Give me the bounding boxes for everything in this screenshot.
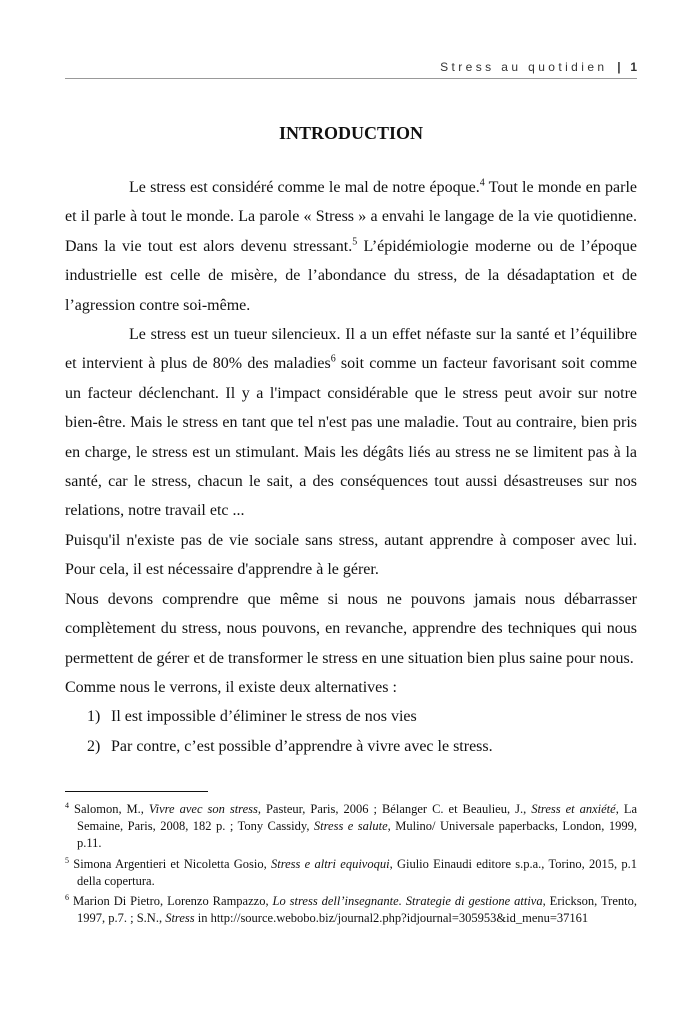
footnote-text: Simona Argentieri et Nicoletta Gosio, bbox=[69, 856, 272, 871]
page-number: 1 bbox=[630, 60, 637, 74]
paragraph-1-text-c: L’épidémiologie moderne ou de l’époque industrielle est celle de misère, de l’abondance du stress, de la désadaptation et de l’agression contre soi-même. bbox=[65, 237, 638, 314]
footnote-text: Marion Di Pietro, Lorenzo Rampazzo, bbox=[69, 894, 273, 909]
paragraph-4: Nous devons comprendre que même si nous ne pouvons jamais nous débarrasser complètement du stress, nous pouvons, en revanche, apprendre des techniques qui nous permettent de gérer et de transformer le stress en une situation bien plus saine pour nous. bbox=[65, 590, 637, 667]
header-title: Stress au quotidien bbox=[440, 60, 608, 74]
footnote-ref-6: 6 bbox=[330, 354, 336, 366]
footnote-number: 6 bbox=[65, 892, 69, 902]
footnote-6 bbox=[65, 893, 637, 927]
footnote-text: , Pasteur, Paris, 2006 ; Bélanger C. et Beaulieu, J., bbox=[257, 802, 532, 816]
list-item bbox=[87, 702, 637, 731]
footnote-title: Stress e salute bbox=[313, 819, 388, 834]
footnotes bbox=[65, 801, 637, 930]
paragraph-2 bbox=[65, 320, 637, 526]
paragraph-5: Comme nous le verrons, il existe deux alternatives : bbox=[65, 678, 397, 696]
list-item-text: Il est impossible d’éliminer le stress de nos vies bbox=[111, 708, 417, 726]
list-item bbox=[87, 732, 637, 761]
footnote-text: , Mulino/ Universale paperbacks, London, 1999, p.11. bbox=[77, 819, 637, 851]
main-text bbox=[65, 173, 637, 761]
footnote-rule bbox=[65, 791, 208, 792]
running-header bbox=[65, 60, 637, 74]
footnote-text: , Giulio Einaudi editore s.p.a., Torino, 2015, p.1 della copertura. bbox=[77, 856, 637, 888]
footnote-title: Stress e altri equivoqui bbox=[271, 856, 390, 871]
list-item-number: 1) bbox=[87, 708, 101, 726]
paragraph-2-text-b: soit comme un facteur favorisant soit comme un facteur déclenchant. Il y a l'impact considérable que le stress peut avoir sur notre bien-être. Mais le stress en tant que tel n'est pas une maladie. Tout au contraire, bien pris en charge, le stress est un stimulant. Mais les dégâts liés au stress ne se limitent pas à la santé, car le stress, chacun le sait, a des conséquences tout aussi désastreuses sur nos relations, notre travail etc ... bbox=[65, 355, 637, 520]
footnote-5 bbox=[65, 856, 637, 890]
footnote-title: Stress bbox=[165, 911, 195, 926]
paragraph-1-text-b: Tout le monde en parle et il parle à tout le monde. La parole « Stress » a envahi le langage de la vie quotidienne. Dans la vie tout est alors devenu stressant. bbox=[65, 179, 638, 255]
paragraph-3: Puisqu'il n'existe pas de vie sociale sans stress, autant apprendre à composer avec lui. Pour cela, il est nécessaire d'apprendre à le gérer. bbox=[65, 531, 637, 579]
footnote-title: Lo stress dell’insegnante. Strategie di gestione attiva bbox=[272, 894, 543, 909]
footnote-ref-4: 4 bbox=[479, 177, 485, 189]
footnote-number: 5 bbox=[65, 855, 69, 865]
footnote-text: Salomon, M., bbox=[69, 802, 149, 816]
paragraph-2-text-a: Le stress est un tueur silencieux. Il a un effet néfaste sur la santé et l’équilibre et intervient à plus de 80% des maladies bbox=[65, 326, 637, 373]
page-title: INTRODUCTION bbox=[278, 123, 424, 143]
header-separator: | bbox=[617, 60, 621, 74]
list-item-number: 2) bbox=[87, 737, 101, 755]
paragraph-1-text-a: Le stress est considéré comme le mal de notre époque. bbox=[129, 179, 480, 196]
footnote-title: Vivre avec son stress bbox=[148, 802, 258, 816]
footnote-title: Stress et anxiété bbox=[531, 802, 616, 816]
alternatives-list bbox=[65, 702, 637, 761]
footnote-text: in http://source.webobo.biz/journal2.php?idjournal=305953&id_menu=37161 bbox=[194, 911, 589, 926]
list-item-text: Par contre, c’est possible d’apprendre à vivre avec le stress. bbox=[111, 737, 493, 755]
footnote-text: , Erickson, Trento, 1997, p.7. ; S.N., bbox=[77, 894, 637, 926]
header-rule bbox=[65, 78, 637, 79]
footnote-text: , La Semaine, Paris, 2008, 182 p. ; Tony Cassidy, bbox=[77, 802, 638, 834]
footnote-number: 4 bbox=[65, 800, 69, 810]
paragraph-1 bbox=[65, 173, 637, 320]
footnote-4 bbox=[65, 801, 637, 853]
footnote-ref-5: 5 bbox=[352, 236, 358, 248]
